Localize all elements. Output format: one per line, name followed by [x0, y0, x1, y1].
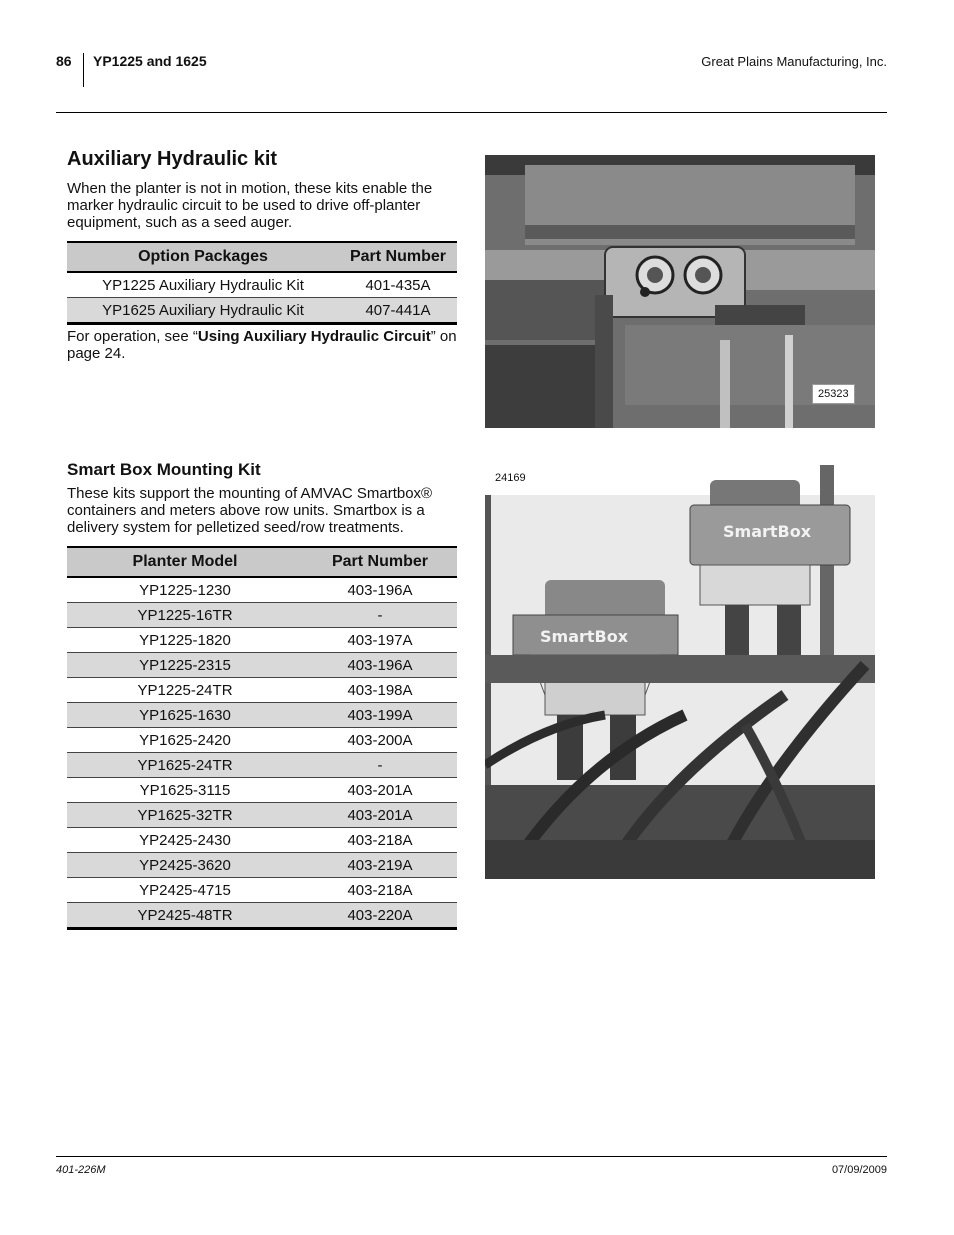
part-number-cell: 403-201A	[303, 803, 457, 828]
table-row	[67, 728, 457, 753]
planter-model-cell: YP2425-3620	[67, 853, 303, 878]
aux-kit-table	[67, 241, 457, 325]
part-number-cell: -	[303, 603, 457, 628]
smartbox-heading: Smart Box Mounting Kit	[67, 460, 261, 479]
part-number-cell: -	[303, 753, 457, 778]
part-number-cell: 403-219A	[303, 853, 457, 878]
note-prefix: For operation, see “	[67, 328, 198, 345]
part-number-cell: 403-201A	[303, 778, 457, 803]
column-header-planter-model: Planter Model	[67, 547, 303, 577]
option-package-cell: YP1625 Auxiliary Hydraulic Kit	[67, 298, 339, 324]
column-header-part-number: Part Number	[303, 547, 457, 577]
figure-number-24169: 24169	[495, 472, 526, 484]
header-rule	[56, 112, 887, 113]
planter-model-cell: YP2425-2430	[67, 828, 303, 853]
column-header-option-packages: Option Packages	[67, 242, 339, 272]
part-number-cell: 403-218A	[303, 828, 457, 853]
table-row	[67, 703, 457, 728]
planter-model-cell: YP1625-2420	[67, 728, 303, 753]
smartbox-rear-label: SmartBox	[723, 522, 812, 541]
part-number-cell: 403-196A	[303, 577, 457, 603]
aux-heading: Auxiliary Hydraulic kit	[67, 148, 278, 170]
smartbox-photo	[485, 465, 875, 879]
column-header-part-number: Part Number	[339, 242, 457, 272]
smartbox-intro: These kits support the mounting of AMVAC Smartbox® containers and meters above row units. Smartbox is a delivery system for pelletized seed/row treatments.	[67, 485, 433, 536]
table-row	[67, 628, 457, 653]
aux-operation-note	[67, 328, 462, 362]
part-number-cell: 403-197A	[303, 628, 457, 653]
planter-model-cell: YP2425-48TR	[67, 903, 303, 929]
table-row	[67, 903, 457, 929]
planter-model-cell: YP1225-1820	[67, 628, 303, 653]
table-row	[67, 298, 457, 324]
table-row	[67, 853, 457, 878]
part-number-cell: 407-441A	[339, 298, 457, 324]
aux-intro: When the planter is not in motion, these kits enable the marker hydraulic circuit to be used to drive off-planter equipment, such as a seed auger.	[67, 180, 433, 231]
smartbox-table-body	[67, 577, 457, 929]
part-number-cell: 403-199A	[303, 703, 457, 728]
figure-number-25323: 25323	[812, 384, 855, 404]
table-row	[67, 828, 457, 853]
planter-model-cell: YP1625-32TR	[67, 803, 303, 828]
part-number-cell: 403-196A	[303, 653, 457, 678]
planter-model-cell: YP1225-16TR	[67, 603, 303, 628]
planter-model-cell: YP1225-2315	[67, 653, 303, 678]
table-row	[67, 803, 457, 828]
document-title: YP1225 and 1625	[93, 53, 207, 69]
planter-model-cell: YP1625-24TR	[67, 753, 303, 778]
footer-date: 07/09/2009	[831, 1164, 887, 1176]
header-divider	[83, 53, 84, 87]
part-number-cell: 403-198A	[303, 678, 457, 703]
option-package-cell: YP1225 Auxiliary Hydraulic Kit	[67, 272, 339, 298]
table-row	[67, 653, 457, 678]
company-name: Great Plains Manufacturing, Inc.	[701, 54, 887, 69]
note-suffix: ” on page 24.	[67, 328, 457, 362]
planter-model-cell: YP1225-24TR	[67, 678, 303, 703]
planter-model-cell: YP1625-1630	[67, 703, 303, 728]
page-number: 86	[56, 53, 72, 69]
footer-rule	[56, 1156, 887, 1157]
table-row	[67, 878, 457, 903]
table-row	[67, 272, 457, 298]
table-row	[67, 778, 457, 803]
part-number-cell: 403-220A	[303, 903, 457, 929]
planter-model-cell: YP1625-3115	[67, 778, 303, 803]
planter-model-cell: YP1225-1230	[67, 577, 303, 603]
table-header-row	[67, 547, 457, 577]
table-header-row	[67, 242, 457, 272]
table-row	[67, 603, 457, 628]
table-row	[67, 753, 457, 778]
part-number-cell: 403-218A	[303, 878, 457, 903]
smartbox-illustration	[485, 465, 875, 879]
table-row	[67, 678, 457, 703]
part-number-cell: 401-435A	[339, 272, 457, 298]
smartbox-kit-table	[67, 546, 457, 930]
part-number-cell: 403-200A	[303, 728, 457, 753]
planter-model-cell: YP2425-4715	[67, 878, 303, 903]
note-link-text: Using Auxiliary Hydraulic Circuit	[197, 328, 431, 345]
smartbox-front-label: SmartBox	[540, 627, 629, 646]
table-row	[67, 577, 457, 603]
footer-doc-number: 401-226M	[56, 1164, 106, 1176]
